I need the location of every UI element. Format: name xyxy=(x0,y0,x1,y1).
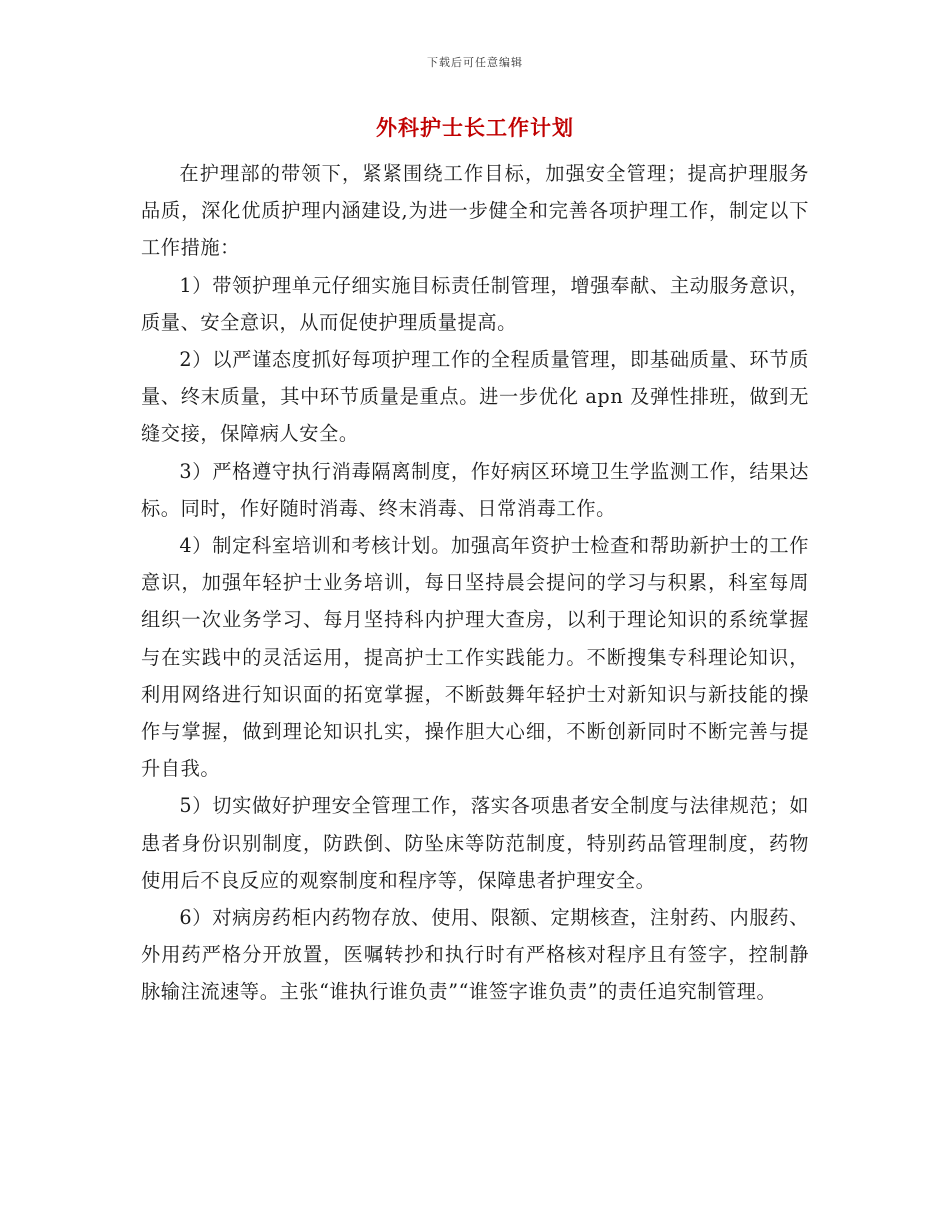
measure-paragraph-3: 3）严格遵守执行消毒隔离制度，作好病区环境卫生学监测工作，结果达标。同时，作好随时消毒、终末消毒、日常消毒工作。 xyxy=(141,459,809,520)
measure-paragraph-1: 1）带领护理单元仔细实施目标责任制管理，增强奉献、主动服务意识，质量、安全意识，从而促使护理质量提高。 xyxy=(141,273,809,334)
measure-paragraph-5: 5）切实做好护理安全管理工作，落实各项患者安全制度与法律规范；如患者身份识别制度，防跌倒、防坠床等防范制度，特别药品管理制度，药物使用后不良反应的观察制度和程序等，保障患者护理安全。 xyxy=(141,794,809,892)
document-title: 外科护士长工作计划 xyxy=(376,116,574,140)
header-note: 下载后可任意编辑 xyxy=(427,56,523,69)
document-body xyxy=(141,155,809,1011)
measure-paragraph-4: 4）制定科室培训和考核计划。加强高年资护士检查和帮助新护士的工作意识，加强年轻护士业务培训，每日坚持晨会提问的学习与积累，科室每周组织一次业务学习、每月坚持科内护理大查房，以利于理论知识的系统掌握与在实践中的灵活运用，提高护士工作实践能力。不断搜集专科理论知识，利用网络进行知识面的拓宽掌握，不断鼓舞年轻护士对新知识与新技能的操作与掌握，做到理论知识扎实，操作胆大心细，不断创新同时不断完善与提升自我。 xyxy=(141,534,809,781)
intro-paragraph: 在护理部的带领下，紧紧围绕工作目标，加强安全管理；提高护理服务品质，深化优质护理内涵建设,为进一步健全和完善各项护理工作，制定以下工作措施： xyxy=(141,162,809,260)
measure-paragraph-2: 2）以严谨态度抓好每项护理工作的全程质量管理，即基础质量、环节质量、终末质量，其中环节质量是重点。进一步优化 apn 及弹性排班，做到无缝交接，保障病人安全。 xyxy=(141,348,809,446)
measure-paragraph-6: 6）对病房药柜内药物存放、使用、限额、定期核查，注射药、内服药、外用药严格分开放置，医嘱转抄和执行时有严格核对程序且有签字，控制静脉输注流速等。主张“谁执行谁负责”“谁签字谁负责”的责任追究制管理。 xyxy=(141,906,809,1004)
